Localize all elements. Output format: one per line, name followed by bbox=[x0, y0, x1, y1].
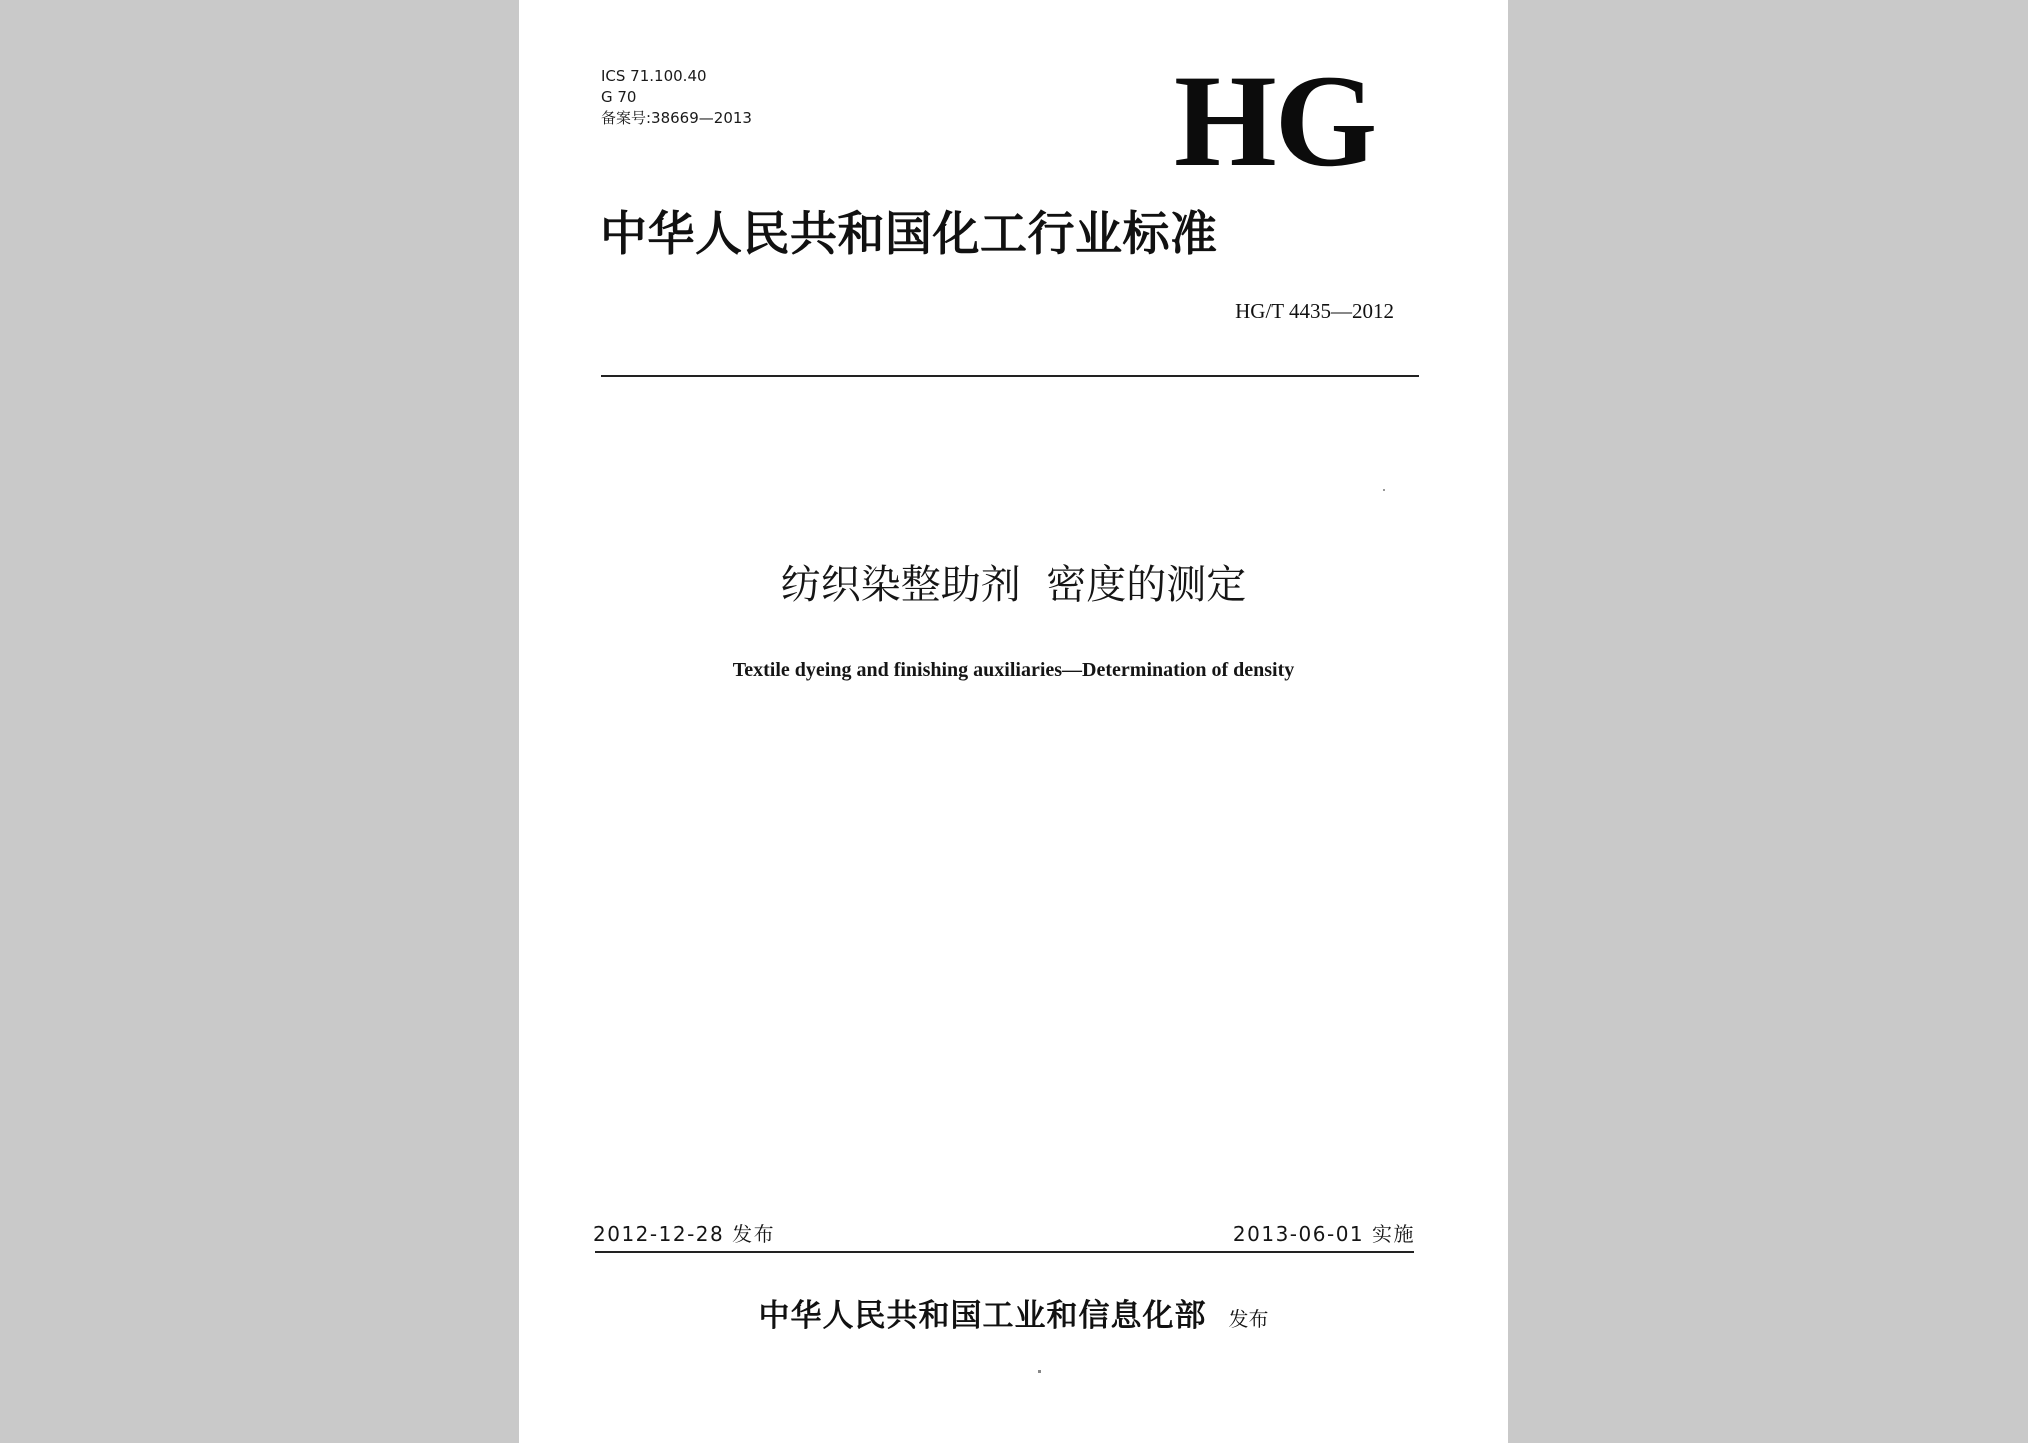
header-divider bbox=[601, 375, 1419, 377]
scan-speck bbox=[1383, 489, 1385, 491]
document-title-chinese: 纺织染整助剂 密度的测定 bbox=[780, 562, 1247, 608]
ics-code: ICS 71.100.40 bbox=[601, 67, 707, 85]
footer-divider bbox=[595, 1251, 1414, 1253]
publisher-suffix: 发布 bbox=[1228, 1307, 1269, 1331]
issue-date: 2012-12-28 发布 bbox=[593, 1222, 776, 1246]
hg-logo: HG bbox=[1174, 47, 1376, 194]
implementation-date: 2013-06-01 实施 bbox=[1232, 1222, 1415, 1246]
document-title-english: Textile dyeing and finishing auxiliaries—Determination of density bbox=[732, 659, 1295, 681]
publisher-name: 中华人民共和国工业和信息化部 bbox=[758, 1298, 1207, 1334]
standard-title: 中华人民共和国化工行业标准 bbox=[600, 207, 1218, 262]
publisher-line bbox=[519, 1296, 1508, 1339]
classification-block bbox=[601, 66, 752, 129]
scan-speck bbox=[1038, 1370, 1041, 1373]
ccs-code: G 70 bbox=[601, 88, 637, 106]
record-number: 备案号:38669—2013 bbox=[601, 109, 752, 127]
document-page bbox=[519, 0, 1508, 1443]
standard-code: HG/T 4435—2012 bbox=[1235, 299, 1394, 323]
